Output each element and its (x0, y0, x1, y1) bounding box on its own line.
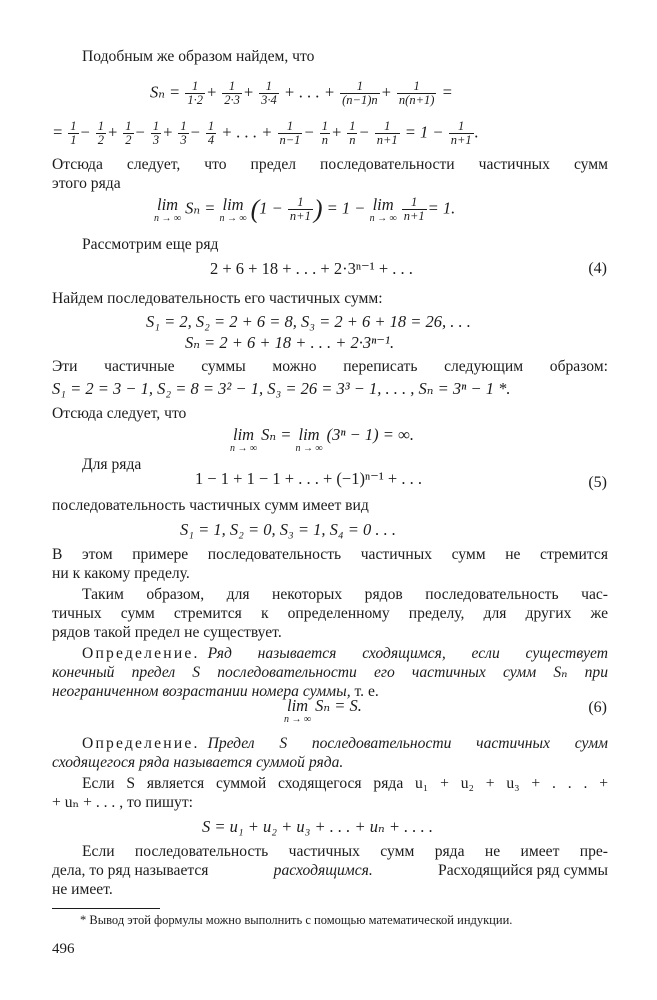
paragraph-4: Найдем последовательность его частичных сумм: (52, 290, 383, 307)
paragraph-12-line-1: Если последовательность частичных сумм ряда не имеет пре- (82, 843, 608, 860)
equation-number-6: (6) (588, 699, 607, 716)
equation-telescoping: = $\frac{1}{1}$ − $\frac{1}{2}$ + $\frac{1}{2}$ − $\frac{1}{3}$ + $\frac{1}{3}$ − $\frac{1}{4}$ + . . . + $\frac{1}{n-1}$ − $\frac{1}{n}$ + $\frac{1}{n}$ − $\frac{1}{n+1}$ = 1 − $\frac{1}{n+1}$ . (52, 119, 479, 147)
equation-limit-sn: lim n → ∞ Sₙ = lim n → ∞ (1 − $\frac{1}{n+1}$ ) = 1 − lim n → ∞ $\frac{1}{n+1}$ = 1. (154, 194, 456, 224)
equation-sn-fractions: Sₙ = $\frac{1}{1\cdot 2}$ + $\frac{1}{2\cdot 3}$ + $\frac{1}{3\cdot 4}$ + . . . + $\frac{1}{(n-1)n}$ + $\frac{1}{n(n+1)}$ = (150, 79, 453, 107)
equation-sum-s: S = u₁ + u₂ + u₃ + . . . + uₙ + . . . . (202, 817, 433, 836)
definition-1-text-a: Ряд называется сходящимся, если существует (207, 645, 608, 662)
page-number: 496 (52, 941, 75, 957)
paragraph-6: Отсюда следует, что (52, 405, 187, 422)
paragraph-5: Эти частичные суммы можно переписать следующим образом: (52, 358, 608, 375)
paragraph-7: Для ряда (82, 456, 142, 473)
definition-1-line-2: конечный предел S последовательности его частичных сумм Sₙ при (52, 664, 608, 681)
paragraph-12-line-3: не имеет. (52, 881, 113, 898)
paragraph-10-line-2: тичных сумм стремится к определенному пределу, для других же (52, 605, 608, 622)
equation-series-4: 2 + 6 + 18 + . . . + 2·3ⁿ⁻¹ + . . . (210, 259, 413, 278)
definition-1-label: Определение. (82, 645, 200, 662)
equation-sn-general: Sₙ = 2 + 6 + 18 + . . . + 2·3ⁿ⁻¹. (185, 333, 395, 352)
definition-1-line-1 (82, 645, 608, 663)
paragraph-10-line-3: рядов такой предел не существует. (52, 624, 282, 641)
equation-series-5: 1 − 1 + 1 − 1 + . . . + (−1)ⁿ⁻¹ + . . . (195, 469, 422, 488)
definition-1-line-3: неограниченном возрастании номера суммы, т. е. (52, 683, 379, 700)
definition-2-line-2: сходящегося ряда называется суммой ряда. (52, 754, 344, 771)
definition-2-line-1 (82, 735, 608, 753)
paragraph-8: последовательность частичных сумм имеет вид (52, 497, 369, 514)
equation-limit-infinity: lim n → ∞ Sₙ = lim n → ∞ (3ⁿ − 1) = ∞. (230, 425, 414, 454)
paragraph-11-line-2: + uₙ + . . . , то пишут: (52, 794, 193, 811)
paragraph-10-line-1: Таким образом, для некоторых рядов последовательность час- (82, 586, 608, 603)
paragraph-9-line-2: ни к какому пределу. (52, 565, 190, 582)
paragraph-intro: Подобным же образом найдем, что (82, 48, 315, 65)
paragraph-3: Рассмотрим еще ряд (82, 236, 219, 253)
equation-partial-sums: S₁ = 2, S₂ = 2 + 6 = 8, S₃ = 2 + 6 + 18 = 26, . . . (146, 312, 471, 331)
equation-rewritten-sums: S₁ = 2 = 3 − 1, S₂ = 8 = 3² − 1, S₃ = 26 = 3³ − 1, . . . , Sₙ = 3ⁿ − 1 *. (52, 379, 511, 398)
equation-convergence: lim n → ∞ Sₙ = S. (284, 696, 362, 725)
equation-number-4: (4) (588, 260, 607, 277)
equation-alternating-sums: S₁ = 1, S₂ = 0, S₃ = 1, S₄ = 0 . . . (180, 520, 396, 539)
paragraph-9-line-1: В этом примере последовательность частичных сумм не стремится (52, 546, 608, 563)
footnote: * Вывод этой формулы можно выполнить с помощью математической индукции. (80, 913, 513, 927)
paragraph-2-line-1: Отсюда следует, что предел последовательности частичных сумм (52, 156, 608, 173)
paragraph-11-line-1: Если S является суммой сходящегося ряда u₁ + u₂ + u₃ + . . . + (82, 775, 608, 792)
paragraph-12-line-2: дела, то ряд называется расходящимся. Расходящийся ряд суммы (52, 862, 608, 879)
footnote-rule (52, 908, 160, 909)
paragraph-2-line-2: этого ряда (52, 175, 121, 192)
definition-2-text-a: Предел S последовательности частичных сумм (207, 735, 608, 752)
definition-2-label: Определение. (82, 735, 200, 752)
equation-number-5: (5) (588, 474, 607, 491)
